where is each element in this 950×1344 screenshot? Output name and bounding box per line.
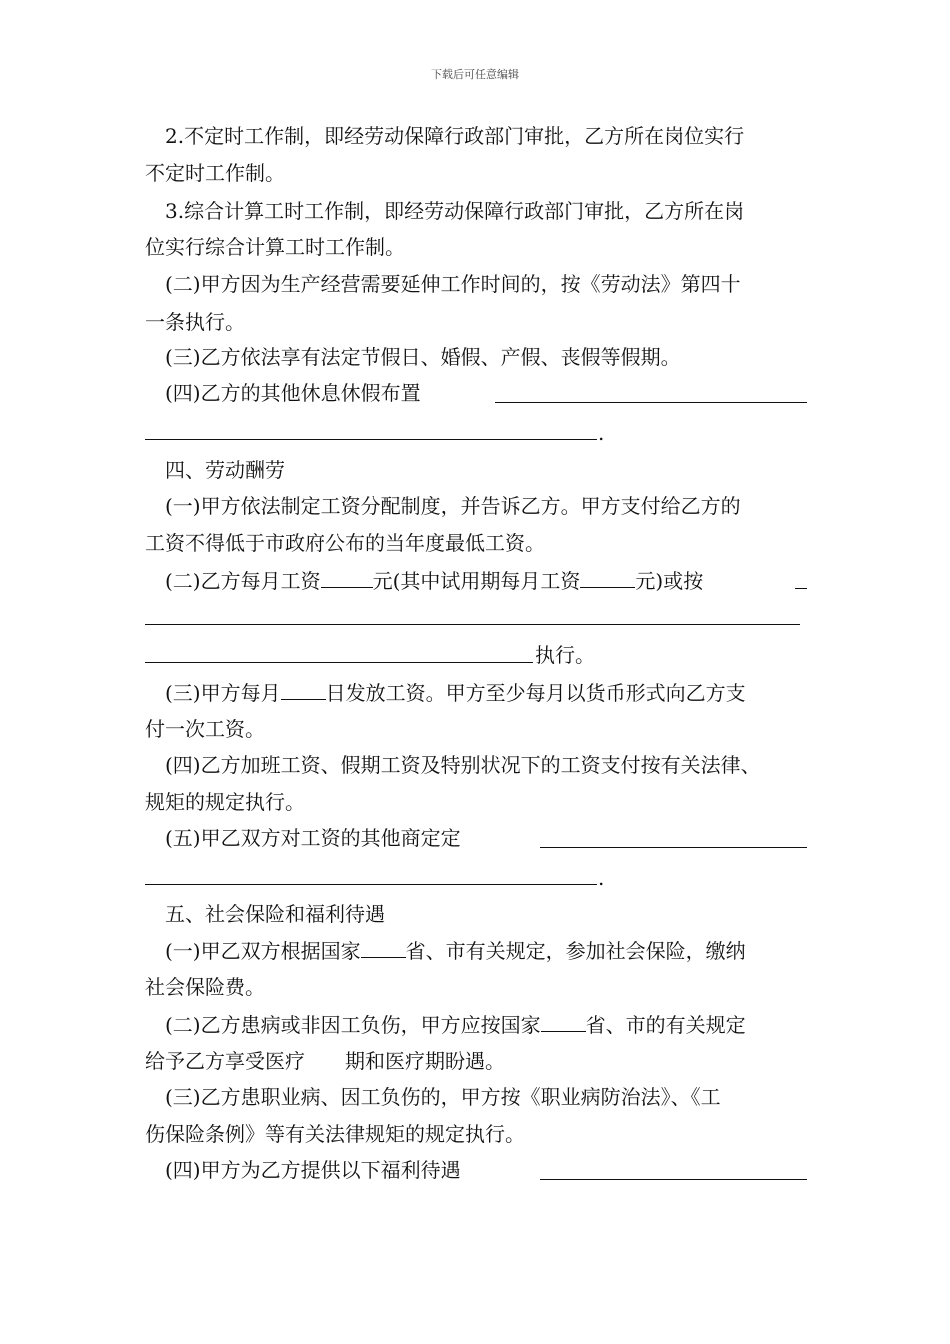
paragraph-line: 伤保险条例》等有关法律规矩的规定执行。 [145, 1122, 525, 1146]
text-segment: (三)甲方每月 [165, 681, 281, 705]
paragraph-line: 给予乙方享受医疗 期和医疗期盼遇。 [145, 1049, 505, 1073]
paragraph-line: (四)乙方加班工资、假期工资及特别状况下的工资支付按有关法律、 [165, 753, 761, 777]
fill-blank-line [795, 588, 807, 589]
fill-blank [281, 680, 326, 700]
fill-blank-line [495, 402, 807, 403]
fill-blank-line [145, 624, 800, 625]
paragraph-line: 付一次工资。 [145, 717, 265, 741]
text-segment: 日发放工资。甲方至少每月以货币形式向乙方支 [325, 681, 746, 705]
paragraph-line [165, 938, 746, 963]
text-segment: (二)乙方患病或非因工负伤，甲方应按国家 [165, 1013, 541, 1037]
section-heading: 四、劳动酬劳 [165, 458, 285, 482]
page-header: 下载后可任意编辑 [431, 68, 519, 81]
text-segment: 元)或按 [635, 569, 704, 593]
paragraph-line: (五)甲乙双方对工资的其他商定定 [165, 826, 461, 850]
paragraph-line: 3.综合计算工时工作制，即经劳动保障行政部门审批，乙方所在岗 [165, 199, 745, 223]
text-segment: (一)甲乙双方根据国家 [165, 939, 361, 963]
paragraph-line: 不定时工作制。 [145, 161, 285, 185]
paragraph-line: 社会保险费。 [145, 975, 265, 999]
line-end-period: . [598, 866, 605, 890]
paragraph-line: (一)甲方依法制定工资分配制度，并告诉乙方。甲方支付给乙方的 [165, 494, 741, 518]
fill-blank-line [540, 1179, 807, 1180]
paragraph-line: (四)乙方的其他休息休假布置 [165, 381, 421, 405]
paragraph-line [165, 1012, 746, 1037]
fill-blank-line [145, 439, 597, 440]
text-segment: 元(其中试用期每月工资 [372, 569, 581, 593]
paragraph-line: 一条执行。 [145, 310, 245, 334]
paragraph-line: (四)甲方为乙方提供以下福利待遇 [165, 1158, 461, 1182]
section-heading: 五、社会保险和福利待遇 [165, 902, 385, 926]
fill-blank-line [145, 662, 533, 663]
fill-blank-line [145, 884, 597, 885]
paragraph-line: 工资不得低于市政府公布的当年度最低工资。 [145, 531, 545, 555]
text-segment: (二)乙方每月工资 [165, 569, 321, 593]
paragraph-line: 2.不定时工作制，即经劳动保障行政部门审批，乙方所在岗位实行 [165, 124, 745, 148]
text-segment: 省、市的有关规定 [585, 1013, 746, 1037]
fill-blank-line [540, 847, 807, 848]
paragraph-line: 位实行综合计算工时工作制。 [145, 235, 405, 259]
paragraph-line: 规矩的规定执行。 [145, 790, 305, 814]
paragraph-line [165, 568, 703, 593]
fill-blank [321, 568, 373, 588]
paragraph-line [165, 680, 746, 705]
paragraph-line: (二)甲方因为生产经营需要延伸工作时间的，按《劳动法》第四十 [165, 272, 741, 296]
line-end-period: . [598, 421, 605, 445]
fill-blank [541, 1012, 586, 1032]
text-segment: 省、市有关规定，参加社会保险，缴纳 [405, 939, 746, 963]
paragraph-line: (三)乙方依法享有法定节假日、婚假、产假、丧假等假期。 [165, 345, 681, 369]
paragraph-line: 执行。 [535, 643, 595, 667]
paragraph-line: (三)乙方患职业病、因工负伤的，甲方按《职业病防治法》、《工 [165, 1085, 721, 1109]
fill-blank [361, 938, 406, 958]
fill-blank [580, 568, 635, 588]
